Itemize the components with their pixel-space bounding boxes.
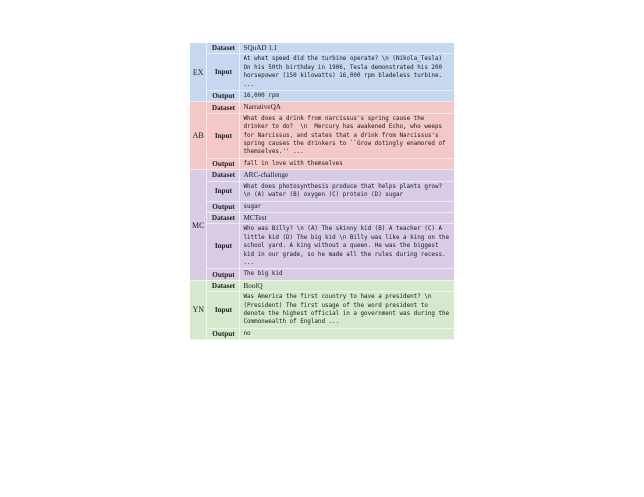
dataset-header: Dataset — [207, 43, 240, 54]
output-header: Output — [207, 328, 240, 339]
category-label: YN — [190, 280, 207, 339]
input-header: Input — [207, 54, 240, 91]
output-header: Output — [207, 91, 240, 102]
table-row — [190, 91, 454, 102]
input-header: Input — [207, 224, 240, 269]
dataset-name: MCTest — [240, 212, 454, 223]
input-header: Input — [207, 292, 240, 329]
output-text: 16,000 rpm — [240, 91, 454, 102]
input-header: Input — [207, 113, 240, 158]
table-row — [190, 328, 454, 339]
table-row — [190, 113, 454, 158]
table-row — [190, 269, 454, 280]
dataset-header: Dataset — [207, 170, 240, 181]
category-label: AB — [190, 102, 207, 170]
output-text: fall in love with themselves — [240, 158, 454, 169]
table-row — [190, 102, 454, 113]
input-text: Who was Billy? \n (A) The skinny kid (B) A teacher (C) A little kid (D) The big kid \n Billy was like a king on the school yard. A king without a queen. He was the biggest kid in our grade, so he made all the rules during recess. ... — [240, 224, 454, 269]
dataset-name: ARC-challenge — [240, 170, 454, 181]
output-header: Output — [207, 269, 240, 280]
output-text: sugar — [240, 201, 454, 212]
dataset-header: Dataset — [207, 280, 240, 291]
output-header: Output — [207, 201, 240, 212]
dataset-name: NarrativeQA — [240, 102, 454, 113]
input-header: Input — [207, 181, 240, 201]
output-text: The big kid — [240, 269, 454, 280]
dataset-header: Dataset — [207, 102, 240, 113]
dataset-examples-table — [190, 43, 454, 340]
table-row — [190, 54, 454, 91]
output-text: no — [240, 328, 454, 339]
table-row — [190, 181, 454, 201]
category-label: EX — [190, 43, 207, 102]
output-header: Output — [207, 158, 240, 169]
input-text: What does a drink from narcissus's spring cause the drinker to do? \n Mercury has awakened Echo, who weeps for Narcissus, and states that a drink from Narcissus's spring causes the drinkers to ``Grow dotingly enamored of themselves.'' ... — [240, 113, 454, 158]
input-text: What does photosynthesis produce that helps plants grow? \n (A) water (B) oxygen (C) protein (D) sugar — [240, 181, 454, 201]
table-row — [190, 280, 454, 291]
dataset-header: Dataset — [207, 212, 240, 223]
table-row — [190, 170, 454, 181]
input-text: At what speed did the turbine operate? \n (Nikola_Tesla) On his 50th birthday in 1906, Tesla demonstrated his 200 horsepower (150 kilowatts) 16,000 rpm bladeless turbine. ... — [240, 54, 454, 91]
input-text: Was America the first country to have a president? \n (President) The first usage of the word president to denote the highest official in a government was during the Commonwealth of England ... — [240, 292, 454, 329]
table-row — [190, 292, 454, 329]
table-row — [190, 212, 454, 223]
table-row — [190, 158, 454, 169]
table-row — [190, 201, 454, 212]
category-label: MC — [190, 170, 207, 280]
dataset-name: BoolQ — [240, 280, 454, 291]
table-row — [190, 224, 454, 269]
dataset-name: SQuAD 1.1 — [240, 43, 454, 54]
table-row — [190, 43, 454, 54]
